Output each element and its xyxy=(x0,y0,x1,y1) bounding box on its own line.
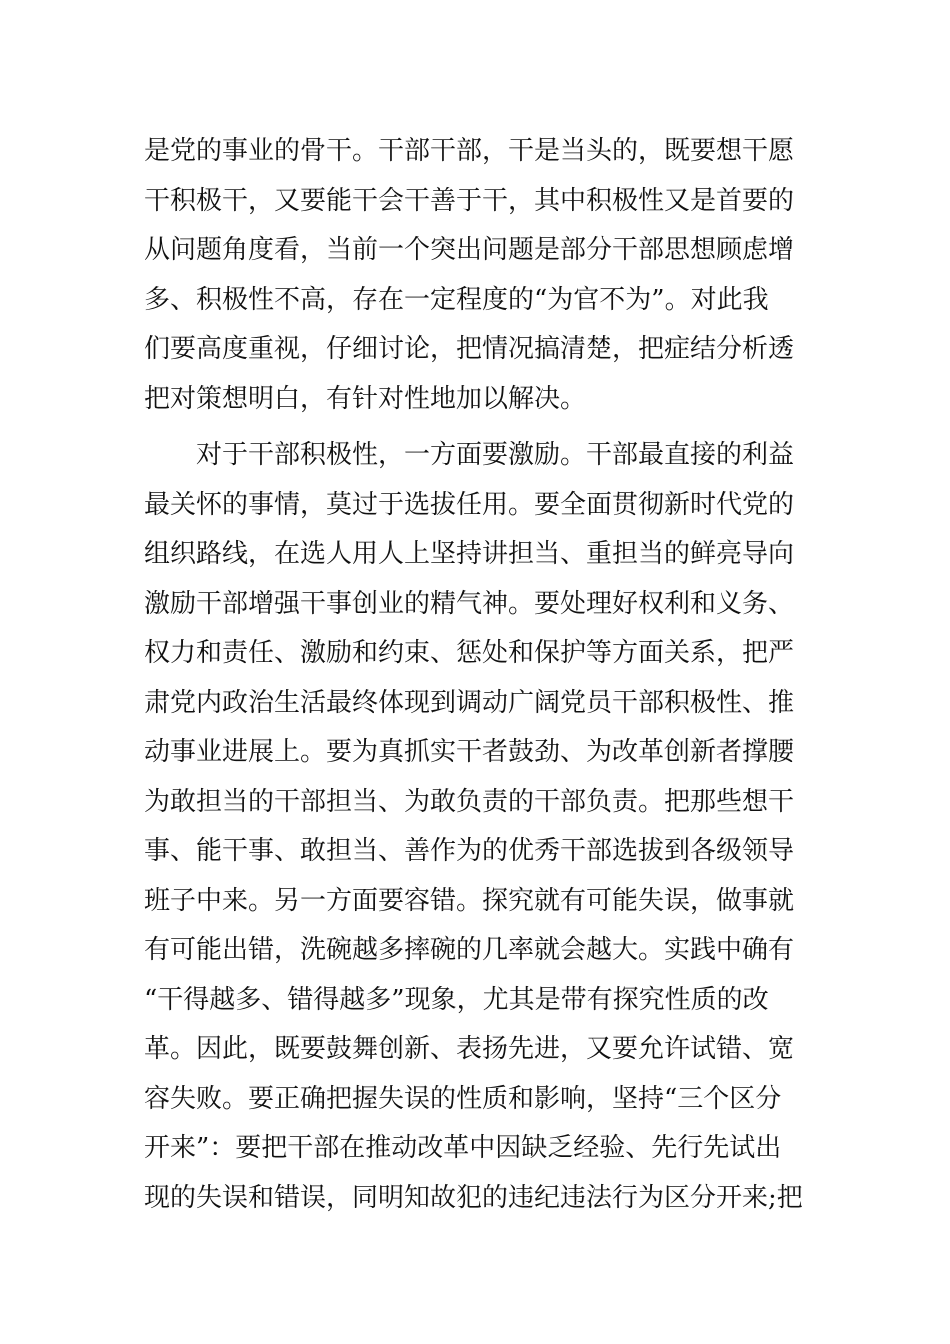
text-line: 权力和责任、激励和约束、惩处和保护等方面关系，把严 xyxy=(144,638,795,668)
text-line: 班子中来。另一方面要容错。探究就有可能失误，做事就 xyxy=(144,885,795,916)
text-line: 最关怀的事情，莫过于选拔任用。要全面贯彻新时代党的 xyxy=(144,489,795,520)
text-line: 多、积极性不高，存在一定程度的“为官不为”。对此我 xyxy=(144,284,769,315)
text-line: 现的失误和错误，同明知故犯的违纪违法行为区分开来;把 xyxy=(144,1182,803,1213)
text-line: 们要高度重视，仔细讨论，把情况搞清楚，把症结分析透 xyxy=(144,334,795,364)
text-line: 激励干部增强干事创业的精气神。要处理好权利和义务、 xyxy=(144,588,795,619)
text-line: 有可能出错，洗碗越多摔碗的几率就会越大。实践中确有 xyxy=(144,935,795,965)
text-line: 事、能干事、敢担当、善作为的优秀干部选拔到各级领导 xyxy=(144,836,795,866)
text-line: 为敢担当的干部担当、为敢负责的干部负责。把那些想干 xyxy=(144,786,795,817)
text-line: 组织路线，在选人用人上坚持讲担当、重担当的鲜亮导向 xyxy=(144,539,795,569)
text-line: 容失败。要正确把握失误的性质和影响，坚持“三个区分 xyxy=(144,1083,782,1114)
text-line: 是党的事业的骨干。干部干部，干是当头的，既要想干愿 xyxy=(144,136,795,166)
text-line: 把对策想明白，有针对性地加以解决。 xyxy=(144,383,587,414)
text-line: 干积极干，又要能干会干善于干，其中积极性又是首要的 xyxy=(144,185,795,216)
text-line: “干得越多、错得越多”现象，尤其是带有探究性质的改 xyxy=(144,984,769,1015)
text-line: 开来”：要把干部在推动改革中因缺乏经验、先行先试出 xyxy=(144,1133,782,1163)
body-text xyxy=(144,127,824,1223)
text-line: 从问题角度看，当前一个突出问题是部分干部思想顾虑增 xyxy=(144,235,795,265)
text-line: 肃党内政治生活最终体现到调动广阔党员干部积极性、推 xyxy=(144,687,795,718)
text-line: 革。因此，既要鼓舞创新、表扬先进，又要允许试错、宽 xyxy=(144,1034,795,1064)
text-line: 动事业进展上。要为真抓实干者鼓劲、为改革创新者撑腰 xyxy=(144,737,795,767)
paragraph-first-line: 对于干部积极性，一方面要激励。干部最直接的利益 xyxy=(196,440,795,470)
